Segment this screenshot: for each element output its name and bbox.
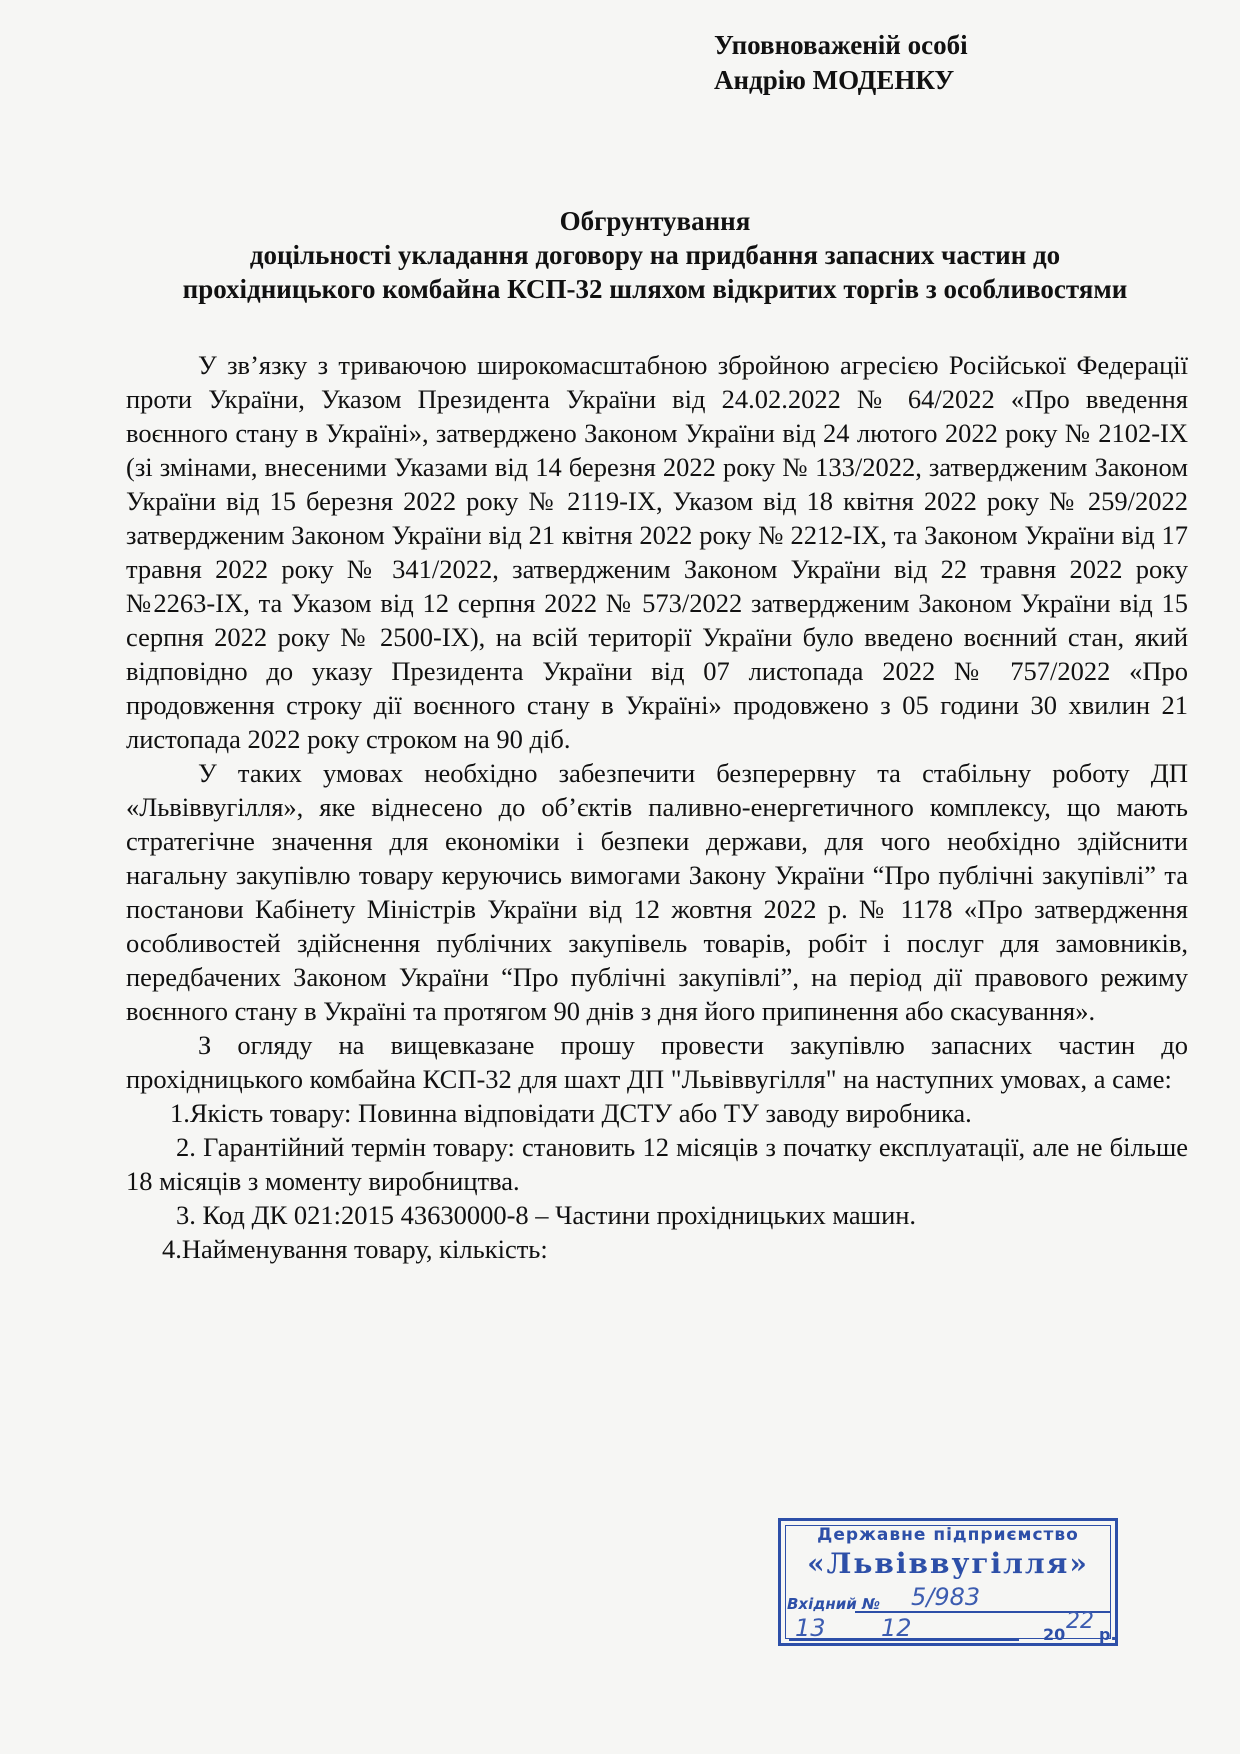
addressee-position: Уповноваженій особі [714, 30, 968, 60]
paragraph-martial-law: У зв’язку з триваючою широкомасштабною збройною агресією Російської Федерації проти України, Указом Президента України від 24.02.2022 № 64/2022 «Про введення воєнного стану в Україні», затверджено Законом України від 24 лютого 2022 року № 2102-IX (зі змінами, внесеними Указами від 14 березня 2022 року № 133/2022, затвердженим Законом України від 15 березня 2022 року № 2119-IX, Указом від 18 квітня 2022 року № 259/2022 затвердженим Законом України від 21 квітня 2022 року № 2212-IX, та Законом України від 17 травня 2022 року № 341/2022, затвердженим Законом України від 22 травня 2022 року №2263-IX, та Указом від 12 серпня 2022 № 573/2022 затвердженим Законом України від 15 серпня 2022 року № 2500-IX), на всій території України було введено воєнний стан, який відповідно до указу Президента України від 07 листопада 2022 № 757/2022 «Про продовження строку дії воєнного стану в Україні» продовжено з 05 години 30 хвилин 21 листопада 2022 року строком на 90 діб. [126, 350, 1188, 754]
stamp-incoming-label: Вхідний № [787, 1595, 881, 1613]
item-quality: 1.Якість товару: Повинна відповідати ДСТУ або ТУ заводу виробника. [170, 1098, 972, 1128]
paragraph-request: З огляду на вищевказане прошу провести закупівлю запасних частин до прохідницького комбайна КСП-32 для шахт ДП "Львіввугілля" на наступних умовах, а саме: [126, 1030, 1188, 1094]
addressee-name: Андрію МОДЕНКУ [714, 65, 955, 95]
title-line-3: прохідницького комбайна КСП-32 шляхом відкритих торгів з особливостями [182, 274, 1128, 304]
item-cpv-code: 3. Код ДК 021:2015 43630000-8 – Частини прохідницьких машин. [176, 1200, 917, 1230]
stamp-year-abbrev: р. [1099, 1625, 1117, 1644]
paragraph-continuity: У таких умовах необхідно забезпечити безперервну та стабільну роботу ДП «Львіввугілля», яке віднесено до об’єктів паливно-енергетичного комплексу, що мають стратегічне значення для економіки і безпеки держави, для чого необхідно здійснити нагальну закупівлю товару керуючись вимогами Закону України “Про публічні закупівлі” та постанови Кабінету Міністрів України від 12 жовтня 2022 р. № 1178 «Про затвердження особливостей здійснення публічних закупівель товарів, робіт і послуг для замовників, передбачених Законом України “Про публічні закупівлі”, на період дії правового режиму воєнного стану в Україні та протягом 90 днів з дня його припинення або скасування». [126, 758, 1188, 1026]
stamp-incoming-number: 5/983 [911, 1583, 981, 1611]
stamp-organization: Державне підприємство [817, 1525, 1079, 1545]
title-line-2: доцільності укладання договору на придбання запасних частин до [249, 240, 1061, 270]
incoming-registration-stamp [778, 1518, 1118, 1646]
item-warranty: 2. Гарантійний термін товару: становить 12 місяців з початку експлуатації, але не більше 18 місяців з моменту виробництва. [126, 1132, 1188, 1196]
stamp-year-suffix: 22 [1066, 1609, 1094, 1634]
stamp-day: 13 [795, 1614, 826, 1642]
document-body [126, 348, 1188, 1266]
stamp-month: 12 [881, 1614, 912, 1642]
item-goods-name: 4.Найменування товару, кількість: [162, 1234, 548, 1264]
document-title [120, 204, 1190, 306]
title-line-1: Обгрунтування [559, 206, 751, 236]
addressee-block [714, 28, 968, 98]
stamp-year-prefix: 20 [1043, 1625, 1066, 1644]
stamp-company-name: «Львіввугілля» [807, 1547, 1089, 1580]
